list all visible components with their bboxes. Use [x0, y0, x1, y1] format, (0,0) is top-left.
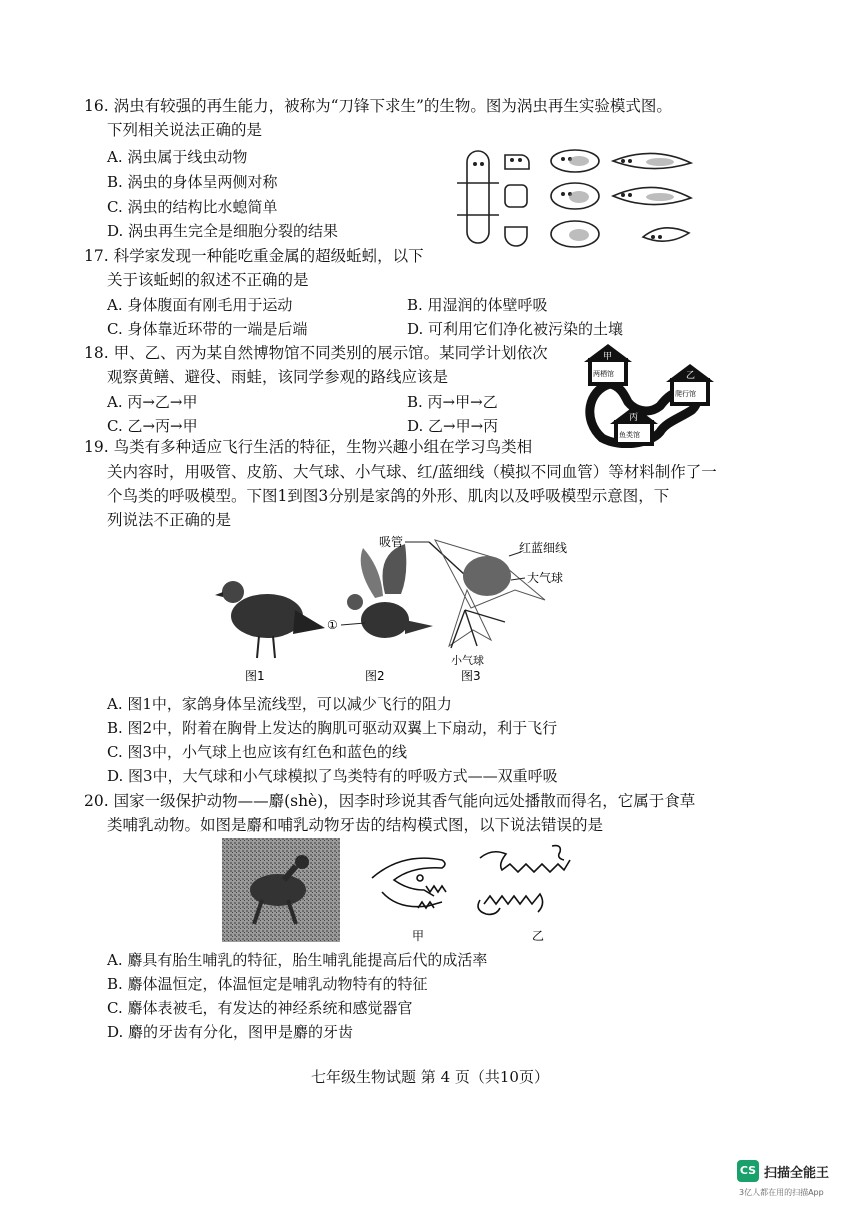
- q17-stem-line1: 17. 科学家发现一种能吃重金属的超级蚯蚓，以下: [84, 247, 424, 265]
- map-label-bing-hall: 鱼类馆: [619, 431, 640, 439]
- q18-stem-line1: 18. 甲、乙、丙为某自然博物馆不同类别的展示馆。某同学计划依次: [84, 344, 548, 362]
- map-label-yi: 乙: [686, 371, 696, 381]
- q17-option-b: B. 用湿润的体壁呼吸: [407, 296, 548, 314]
- musk-deer-and-teeth-figure: [222, 838, 582, 944]
- planarian-regeneration-figure: [455, 145, 695, 257]
- q20-option-c: C. 麝体表被毛，有发达的神经系统和感觉器官: [107, 999, 413, 1017]
- skull-jia-icon: [372, 858, 446, 908]
- q19-option-b: B. 图2中，附着在胸骨上发达的胸肌可驱动双翼上下扇动，利于飞行: [107, 719, 558, 737]
- q16-stem-line2: 下列相关说法正确的是: [107, 121, 263, 139]
- breathing-model-icon: [405, 540, 545, 648]
- q17-stem-line2: 关于该蚯蚓的叙述不正确的是: [107, 271, 309, 289]
- camscanner-logo-icon: CS: [737, 1160, 759, 1182]
- label-red-blue-thread: 红蓝细线: [519, 541, 568, 555]
- q18-stem-line2: 观察黄鳝、避役、雨蛙，该同学参观的路线应该是: [107, 368, 449, 386]
- q17-option-d: D. 可利用它们净化被污染的土壤: [407, 320, 624, 338]
- q18-option-c: C. 乙→丙→甲: [107, 417, 198, 435]
- q20-option-d: D. 麝的牙齿有分化，图甲是麝的牙齿: [107, 1023, 354, 1041]
- pigeon-muscle-icon: [327, 544, 433, 638]
- muscle-label-1: ①: [327, 618, 338, 632]
- label-small-balloon: 小气球: [451, 654, 484, 667]
- label-straw: 吸管: [379, 535, 404, 549]
- skull-yi-icon: [478, 846, 570, 915]
- fig2-caption: 图2: [365, 669, 385, 682]
- pigeon-figures: [215, 530, 595, 682]
- q20-option-b: B. 麝体温恒定，体温恒定是哺乳动物特有的特征: [107, 975, 428, 993]
- watermark-app-name: 扫描全能王: [764, 1166, 830, 1181]
- map-label-jia: 甲: [603, 352, 613, 362]
- label-big-balloon: 大气球: [527, 571, 564, 585]
- musk-deer-photo: [222, 838, 340, 942]
- q16-stem-line1: 16. 涡虫有较强的再生能力，被称为“刀锋下求生”的生物。图为涡虫再生实验模式图。: [84, 97, 672, 115]
- house-jia-icon: [584, 344, 632, 384]
- house-yi-icon: [666, 364, 714, 404]
- q19-stem-line3: 个鸟类的呼吸模型。下图1到图3分别是家鸽的外形、肌肉以及呼吸模型示意图，下: [107, 487, 670, 505]
- museum-map-figure: [580, 340, 720, 448]
- page-footer: 七年级生物试题 第 4 页（共10页）: [311, 1068, 549, 1086]
- fig1-caption: 图1: [245, 669, 265, 682]
- q16-option-a: A. 涡虫属于线虫动物: [107, 148, 248, 166]
- map-label-bing: 丙: [629, 413, 639, 423]
- pigeon-outline-icon: [215, 581, 325, 658]
- q16-option-c: C. 涡虫的结构比水螅简单: [107, 198, 278, 216]
- fig3-caption: 图3: [461, 669, 481, 682]
- q19-stem-line2: 关内容时，用吸管、皮筋、大气球、小气球、红/蓝细线（模拟不同血管）等材料制作了一: [107, 463, 717, 481]
- map-label-yi-hall: 爬行馆: [675, 390, 696, 398]
- label-jia: 甲: [412, 929, 425, 943]
- q19-option-a: A. 图1中，家鸽身体呈流线型，可以减少飞行的阻力: [107, 695, 452, 713]
- q18-option-b: B. 丙→甲→乙: [407, 393, 498, 411]
- q18-option-d: D. 乙→甲→丙: [407, 417, 499, 435]
- q16-option-b: B. 涡虫的身体呈两侧对称: [107, 173, 278, 191]
- q17-option-c: C. 身体靠近环带的一端是后端: [107, 320, 308, 338]
- q16-option-d: D. 涡虫再生完全是细胞分裂的结果: [107, 222, 339, 240]
- watermark-tagline: 3亿人都在用的扫描App: [739, 1188, 824, 1197]
- q20-stem-line1: 20. 国家一级保护动物——麝(shè)，因李时珍说其香气能向远处播散而得名，它属于食草: [84, 792, 696, 810]
- q19-option-d: D. 图3中，大气球和小气球模拟了鸟类特有的呼吸方式——双重呼吸: [107, 767, 558, 785]
- label-yi: 乙: [532, 929, 545, 943]
- map-label-jia-hall: 两栖馆: [593, 370, 614, 378]
- q19-stem-line4: 列说法不正确的是: [107, 511, 232, 529]
- q20-stem-line2: 类哺乳动物。如图是麝和哺乳动物牙齿的结构模式图，以下说法错误的是: [107, 816, 604, 834]
- scanner-watermark: [737, 1160, 852, 1204]
- q19-stem-line1: 19. 鸟类有多种适应飞行生活的特征，生物兴趣小组在学习鸟类相: [84, 438, 533, 456]
- q20-option-a: A. 麝具有胎生哺乳的特征，胎生哺乳能提高后代的成活率: [107, 951, 488, 969]
- q18-option-a: A. 丙→乙→甲: [107, 393, 198, 411]
- q17-option-a: A. 身体腹面有刚毛用于运动: [107, 296, 293, 314]
- q19-option-c: C. 图3中，小气球上也应该有红色和蓝色的线: [107, 743, 408, 761]
